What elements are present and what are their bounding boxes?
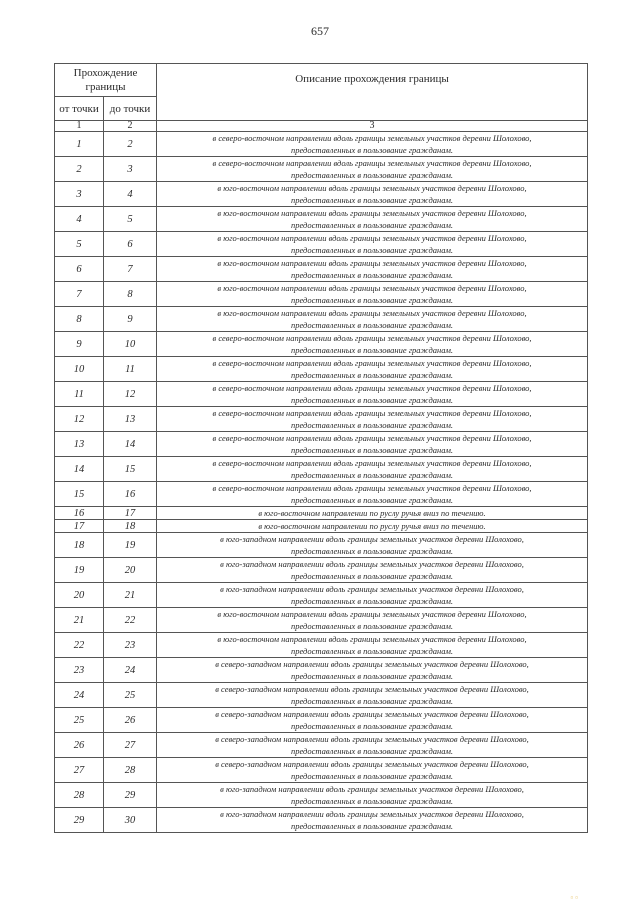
description-line: в юго-западном направлении вдоль границы земельных участков деревни Шолохово, — [220, 584, 524, 594]
description-line: в юго-восточном направлении вдоль границы земельных участков деревни Шолохово, — [217, 609, 527, 619]
table-row — [55, 533, 588, 558]
from-point: 9 — [55, 332, 104, 357]
description-line: предоставленных в пользование гражданам. — [291, 596, 454, 606]
table-row — [55, 808, 588, 833]
description-line: в северо-восточном направлении вдоль границы земельных участков деревни Шолохово, — [212, 133, 532, 143]
from-point: 16 — [55, 507, 104, 520]
from-point: 15 — [55, 482, 104, 507]
description-line: предоставленных в пользование гражданам. — [291, 571, 454, 581]
boundary-description — [157, 232, 588, 257]
table-row — [55, 683, 588, 708]
description-line: предоставленных в пользование гражданам. — [291, 721, 454, 731]
table-row — [55, 357, 588, 382]
table-row — [55, 482, 588, 507]
to-point: 18 — [104, 520, 157, 533]
boundary-description — [157, 683, 588, 708]
from-point: 13 — [55, 432, 104, 457]
column-number: 3 — [157, 121, 588, 132]
boundary-description — [157, 357, 588, 382]
page-number: 657 — [311, 24, 329, 38]
description-line: в северо-восточном направлении вдоль границы земельных участков деревни Шолохово, — [212, 158, 532, 168]
table-row — [55, 232, 588, 257]
to-point: 28 — [104, 758, 157, 783]
description-line: предоставленных в пользование гражданам. — [291, 771, 454, 781]
boundary-description — [157, 407, 588, 432]
to-point: 5 — [104, 207, 157, 232]
from-point: 26 — [55, 733, 104, 758]
description-line: в северо-восточном направлении вдоль границы земельных участков деревни Шолохово, — [212, 408, 532, 418]
from-point: 3 — [55, 182, 104, 207]
from-point: 18 — [55, 533, 104, 558]
from-point: 4 — [55, 207, 104, 232]
from-point: 25 — [55, 708, 104, 733]
description-line: в юго-восточном направлении вдоль границы земельных участков деревни Шолохово, — [217, 258, 527, 268]
table-row — [55, 520, 588, 533]
boundary-description — [157, 520, 588, 533]
description-line: в юго-восточном направлении вдоль границы земельных участков деревни Шолохово, — [217, 308, 527, 318]
boundary-description — [157, 182, 588, 207]
from-point: 24 — [55, 683, 104, 708]
description-line: в северо-восточном направлении вдоль границы земельных участков деревни Шолохово, — [212, 483, 532, 493]
table-row — [55, 658, 588, 683]
boundary-description — [157, 808, 588, 833]
description-line: предоставленных в пользование гражданам. — [291, 796, 454, 806]
description-line: предоставленных в пользование гражданам. — [291, 195, 454, 205]
to-point: 30 — [104, 808, 157, 833]
description-line: предоставленных в пользование гражданам. — [291, 170, 454, 180]
table-row — [55, 783, 588, 808]
boundary-description — [157, 432, 588, 457]
description-line: в северо-восточном направлении вдоль границы земельных участков деревни Шолохово, — [212, 383, 532, 393]
boundary-description — [157, 282, 588, 307]
to-point: 24 — [104, 658, 157, 683]
description-line: предоставленных в пользование гражданам. — [291, 646, 454, 656]
table-row — [55, 583, 588, 608]
boundary-description — [157, 558, 588, 583]
description-line: в юго-восточном направлении вдоль границы земельных участков деревни Шолохово, — [217, 283, 527, 293]
from-point: 7 — [55, 282, 104, 307]
table-row — [55, 207, 588, 232]
boundary-description — [157, 733, 588, 758]
to-point: 27 — [104, 733, 157, 758]
table-row — [55, 733, 588, 758]
description-line: предоставленных в пользование гражданам. — [291, 621, 454, 631]
from-point: 14 — [55, 457, 104, 482]
boundary-description — [157, 608, 588, 633]
boundary-description — [157, 307, 588, 332]
description-line: предоставленных в пользование гражданам. — [291, 546, 454, 556]
description-line: предоставленных в пользование гражданам. — [291, 470, 454, 480]
from-point: 11 — [55, 382, 104, 407]
boundary-description — [157, 583, 588, 608]
table-body — [55, 132, 588, 833]
to-point: 19 — [104, 533, 157, 558]
to-point: 17 — [104, 507, 157, 520]
from-point: 29 — [55, 808, 104, 833]
boundary-description — [157, 633, 588, 658]
table-row — [55, 307, 588, 332]
to-point: 3 — [104, 157, 157, 182]
header-boundary-passage: Прохождение границы — [55, 64, 157, 97]
boundary-description — [157, 507, 588, 520]
table-row — [55, 558, 588, 583]
to-point: 2 — [104, 132, 157, 157]
description-line: предоставленных в пользование гражданам. — [291, 320, 454, 330]
description-line: предоставленных в пользование гражданам. — [291, 370, 454, 380]
description-line: в юго-восточном направлении вдоль границы земельных участков деревни Шолохово, — [217, 208, 527, 218]
description-line: в юго-западном направлении вдоль границы земельных участков деревни Шолохово, — [220, 809, 524, 819]
from-point: 2 — [55, 157, 104, 182]
to-point: 12 — [104, 382, 157, 407]
to-point: 22 — [104, 608, 157, 633]
description-line: предоставленных в пользование гражданам. — [291, 420, 454, 430]
table-row — [55, 507, 588, 520]
description-line: в юго-западном направлении вдоль границы земельных участков деревни Шолохово, — [220, 784, 524, 794]
table-row — [55, 382, 588, 407]
to-point: 20 — [104, 558, 157, 583]
to-point: 10 — [104, 332, 157, 357]
to-point: 23 — [104, 633, 157, 658]
description-line: в северо-восточном направлении вдоль границы земельных участков деревни Шолохово, — [212, 358, 532, 368]
description-line: в северо-восточном направлении вдоль границы земельных участков деревни Шолохово, — [212, 433, 532, 443]
description-line: предоставленных в пользование гражданам. — [291, 145, 454, 155]
description-line: в северо-западном направлении вдоль границы земельных участков деревни Шолохово, — [215, 659, 529, 669]
description-line: в юго-восточном направлении по руслу ручья вниз по течению. — [258, 508, 486, 518]
from-point: 21 — [55, 608, 104, 633]
table-row — [55, 132, 588, 157]
description-line: в юго-восточном направлении вдоль границы земельных участков деревни Шолохово, — [217, 634, 527, 644]
to-point: 14 — [104, 432, 157, 457]
boundary-description — [157, 533, 588, 558]
to-point: 15 — [104, 457, 157, 482]
boundary-description — [157, 207, 588, 232]
boundary-description — [157, 132, 588, 157]
boundary-description — [157, 457, 588, 482]
boundary-description — [157, 382, 588, 407]
column-number: 2 — [104, 121, 157, 132]
description-line: предоставленных в пользование гражданам. — [291, 746, 454, 756]
description-line: в юго-восточном направлении по руслу ручья вниз по течению. — [258, 521, 486, 531]
description-line: предоставленных в пользование гражданам. — [291, 696, 454, 706]
from-point: 1 — [55, 132, 104, 157]
to-point: 6 — [104, 232, 157, 257]
to-point: 25 — [104, 683, 157, 708]
to-point: 8 — [104, 282, 157, 307]
description-line: в юго-западном направлении вдоль границы земельных участков деревни Шолохово, — [220, 534, 524, 544]
table-row — [55, 332, 588, 357]
to-point: 16 — [104, 482, 157, 507]
table-row — [55, 457, 588, 482]
to-point: 21 — [104, 583, 157, 608]
table-row — [55, 633, 588, 658]
description-line: в северо-западном направлении вдоль границы земельных участков деревни Шолохово, — [215, 684, 529, 694]
table-row — [55, 708, 588, 733]
description-line: предоставленных в пользование гражданам. — [291, 295, 454, 305]
description-line: в юго-восточном направлении вдоль границы земельных участков деревни Шолохово, — [217, 183, 527, 193]
to-point: 29 — [104, 783, 157, 808]
description-line: предоставленных в пользование гражданам. — [291, 270, 454, 280]
from-point: 5 — [55, 232, 104, 257]
from-point: 17 — [55, 520, 104, 533]
description-line: предоставленных в пользование гражданам. — [291, 671, 454, 681]
description-line: предоставленных в пользование гражданам. — [291, 245, 454, 255]
boundary-description — [157, 257, 588, 282]
from-point: 12 — [55, 407, 104, 432]
to-point: 7 — [104, 257, 157, 282]
table-row — [55, 257, 588, 282]
from-point: 27 — [55, 758, 104, 783]
description-line: в юго-западном направлении вдоль границы земельных участков деревни Шолохово, — [220, 559, 524, 569]
boundary-description — [157, 482, 588, 507]
from-point: 20 — [55, 583, 104, 608]
boundary-description — [157, 157, 588, 182]
to-point: 13 — [104, 407, 157, 432]
from-point: 6 — [55, 257, 104, 282]
boundary-description — [157, 332, 588, 357]
from-point: 10 — [55, 357, 104, 382]
from-point: 22 — [55, 633, 104, 658]
description-line: в северо-западном направлении вдоль границы земельных участков деревни Шолохово, — [215, 709, 529, 719]
table-row — [55, 157, 588, 182]
boundary-description — [157, 758, 588, 783]
boundary-table — [54, 63, 588, 833]
header-from-point: от точки — [55, 97, 104, 121]
table-row — [55, 608, 588, 633]
from-point: 8 — [55, 307, 104, 332]
table-row — [55, 407, 588, 432]
description-line: в северо-восточном направлении вдоль границы земельных участков деревни Шолохово, — [212, 333, 532, 343]
boundary-description — [157, 783, 588, 808]
description-line: в северо-западном направлении вдоль границы земельных участков деревни Шолохово, — [215, 734, 529, 744]
from-point: 23 — [55, 658, 104, 683]
to-point: 9 — [104, 307, 157, 332]
from-point: 19 — [55, 558, 104, 583]
description-line: предоставленных в пользование гражданам. — [291, 395, 454, 405]
header-to-point: до точки — [104, 97, 157, 121]
corner-mark: ▫ ▫ — [570, 893, 578, 902]
description-line: предоставленных в пользование гражданам. — [291, 345, 454, 355]
table-row — [55, 182, 588, 207]
to-point: 26 — [104, 708, 157, 733]
column-number: 1 — [55, 121, 104, 132]
boundary-description — [157, 708, 588, 733]
description-line: предоставленных в пользование гражданам. — [291, 220, 454, 230]
header-description: Описание прохождения границы — [157, 64, 588, 121]
boundary-description — [157, 658, 588, 683]
table-row — [55, 758, 588, 783]
table-row — [55, 282, 588, 307]
to-point: 4 — [104, 182, 157, 207]
description-line: предоставленных в пользование гражданам. — [291, 495, 454, 505]
from-point: 28 — [55, 783, 104, 808]
description-line: в северо-восточном направлении вдоль границы земельных участков деревни Шолохово, — [212, 458, 532, 468]
to-point: 11 — [104, 357, 157, 382]
description-line: предоставленных в пользование гражданам. — [291, 821, 454, 831]
table-row — [55, 432, 588, 457]
description-line: в северо-западном направлении вдоль границы земельных участков деревни Шолохово, — [215, 759, 529, 769]
description-line: предоставленных в пользование гражданам. — [291, 445, 454, 455]
description-line: в юго-восточном направлении вдоль границы земельных участков деревни Шолохово, — [217, 233, 527, 243]
